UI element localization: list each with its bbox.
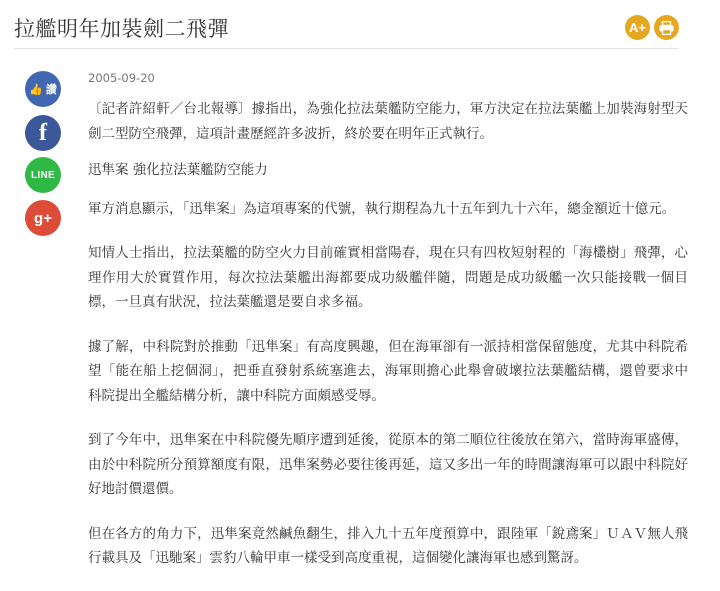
paragraph: 軍方消息顯示，「迅隼案」為這項專案的代號，執行期程為九十五年到九十六年，總金額近十億元。 bbox=[88, 200, 676, 217]
subheading: 迅隼案 強化拉法葉艦防空能力 bbox=[88, 162, 268, 178]
page-title: 拉艦明年加裝劍二飛彈 bbox=[14, 17, 229, 41]
article-date: 2005-09-20 bbox=[88, 71, 155, 85]
article-header bbox=[0, 0, 720, 54]
paragraph: 到了今年中，迅隼案在中科院優先順序遭到延後，從原本的第二順位往後放在第六，當時海軍盛傳，由於中科院所分預算額度有限，迅隼案勢必要往後再延，這又多出一年的時間讓海軍可以跟中科院好好地討價還價。 bbox=[88, 432, 688, 497]
header-divider bbox=[14, 48, 678, 49]
paragraph: 據了解，中科院對於推動「迅隼案」有高度興趣，但在海軍卻有一派持相當保留態度，尤其中科院希望「能在船上挖個洞」，把垂直發射系統塞進去，海軍則擔心此舉會破壞拉法葉艦結構，還曾要求中科院提出全艦結構分析，讓中科院方面頗感受辱。 bbox=[88, 338, 688, 404]
print-icon bbox=[659, 21, 674, 35]
article-body bbox=[88, 70, 688, 591]
line-share-button[interactable]: LINE bbox=[25, 157, 61, 193]
paragraph: 但在各方的角力下，迅隼案竟然鹹魚翻生，排入九十五年度預算中，跟陸軍「銳鳶案」ＵＡＶ無人飛行載具及「迅馳案」雲豹八輪甲車一樣受到高度重視，這個變化讓海軍也感到驚訝。 bbox=[88, 525, 688, 566]
font-size-button[interactable]: A+ bbox=[625, 15, 650, 40]
print-button[interactable] bbox=[654, 15, 679, 40]
paragraph: 知情人士指出，拉法葉艦的防空火力目前確實相當陽春，現在只有四枚短射程的「海欉樹」飛彈，心理作用大於實質作用，每次拉法葉艦出海都要成功級艦伴隨，問題是成功級艦一次只能接戰一個目標，一旦真有狀況，拉法葉艦還是要自求多福。 bbox=[88, 245, 688, 310]
paragraph-lead: 〔記者許紹軒／台北報導〕據指出，為強化拉法葉艦防空能力，軍方決定在拉法葉艦上加裝海射型天劍二型防空飛彈，這項計畫歷經許多波折，終於要在明年正式執行。 bbox=[88, 101, 688, 142]
google-plus-share-button[interactable]: g+ bbox=[25, 200, 61, 236]
like-button[interactable]: 👍 讚 bbox=[25, 71, 61, 107]
facebook-share-button[interactable]: f bbox=[25, 115, 61, 151]
